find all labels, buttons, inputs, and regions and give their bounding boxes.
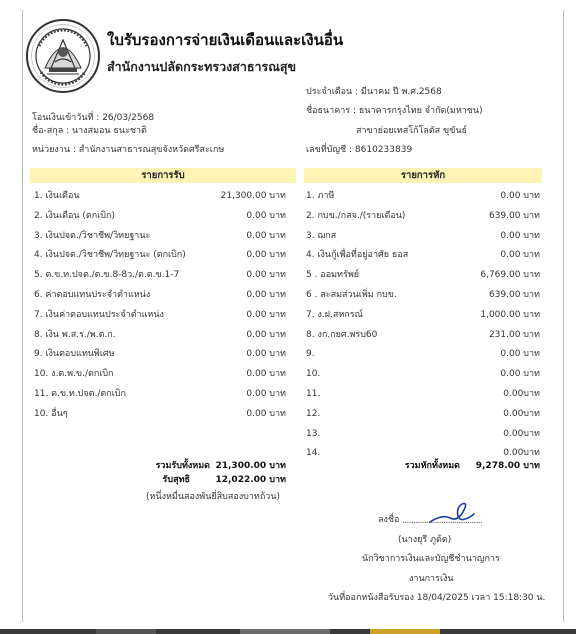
income-header: รายการรับ — [30, 168, 296, 183]
issue-timestamp: วันที่ออกหนังสือรับรอง 18/04/2025 เวลา 15:18:30 น. — [328, 593, 546, 603]
income-item-amount: 0.00 บาท — [246, 210, 286, 221]
income-item-amount: 0.00 บาท — [246, 309, 286, 320]
income-item-label: 11. ต.ข.ท.ปจต./ตกเบิก — [34, 389, 126, 399]
net-pay-label: รับสุทธิ — [162, 475, 190, 485]
deductions-item-amount: 0.00บาท — [503, 448, 540, 459]
income-item-amount: 0.00 บาท — [246, 230, 286, 241]
income-total-label: รวมรับทั้งหมด — [155, 461, 210, 471]
deductions-item-label: 7. ง.ฝ.สหกรณ์ — [306, 309, 363, 320]
bottom-bar — [0, 629, 576, 634]
deductions-item-label: 13. — [306, 428, 321, 439]
income-item-amount: 0.00 บาท — [246, 369, 286, 380]
income-item-amount: 0.00 บาท — [246, 389, 286, 399]
document-subtitle: สำนักงานปลัดกระทรวงสาธารณสุข — [107, 59, 296, 74]
income-item-amount: 0.00 บาท — [246, 349, 286, 360]
deductions-total-value: 9,278.00 บาท — [475, 461, 540, 471]
deductions-item-label: 12. — [306, 408, 321, 419]
deductions-item-label: 9. — [306, 349, 315, 360]
signature-dotted-line: ........................................... — [402, 516, 483, 526]
deductions-item-label: 6 . สะสมส่วนเพิ่ม กบข. — [306, 290, 397, 300]
deductions-item-amount: 6,769.00 บาท — [480, 270, 540, 281]
document-title: ใบรับรองการจ่ายเงินเดือนและเงินอื่น — [107, 31, 344, 49]
deductions-item-amount: 0.00บาท — [503, 408, 540, 419]
deductions-item-amount: 1,000.00 บาท — [480, 309, 540, 320]
income-item-label: 1. เงินเดือน — [34, 191, 80, 201]
net-pay-value: 12,022.00 บาท — [215, 475, 286, 485]
income-item-label: 10. อื่นๆ — [34, 408, 68, 419]
deductions-item-label: 14. — [306, 448, 321, 459]
income-item-label: 4. เงินปจต./วิชาชีพ/วิทยฐานะ (ตกเบิก) — [34, 250, 186, 261]
deductions-item-amount: 0.00บาท — [503, 389, 540, 399]
deductions-item-label: 10. — [306, 369, 321, 380]
income-item-label: 8. เงิน พ.ส.ร./พ.ต.ก. — [34, 329, 116, 340]
income-item-label: 9. เงินตอบแทนพิเศษ — [34, 349, 115, 360]
bank-branch: สาขาย่อยเทสโก้โลตัส ขุขันธ์ — [356, 126, 467, 136]
employee-name: ชื่อ-สกุล : นางสมอน ธนะชาติ — [32, 126, 147, 136]
deductions-item-amount: 0.00 บาท — [500, 349, 540, 360]
deductions-item-amount: 0.00 บาท — [500, 250, 540, 261]
income-item-label: 5. ต.ข.ท.ปจต./ต.ข.8-8ว./ต.ต.ข.1-7 — [34, 270, 180, 281]
transfer-date: โอนเงินเข้าวันที่ : 26/03/2568 — [32, 113, 155, 123]
deductions-item-label: 4. เงินกู้เพื่อที่อยู่อาศัย ธอส — [306, 250, 409, 261]
deductions-item-amount: 0.00 บาท — [500, 369, 540, 380]
income-item-amount: 0.00 บาท — [246, 290, 286, 300]
deductions-item-label: 5 . ออมทรัพย์ — [306, 270, 360, 281]
bank-name: ชื่อธนาคาร : ธนาคารกรุงไทย จำกัด(มหาชน) — [306, 106, 483, 116]
department: งานการเงิน — [409, 574, 454, 584]
signer-name: (นางยุรี ภูต้ด) — [398, 535, 452, 545]
agency: หน่วยงาน : สำนักงานสาธารณสุขจังหวัดศรีสะเกษ — [32, 145, 225, 155]
deductions-item-amount: 0.00บาท — [503, 428, 540, 439]
deductions-item-amount: 0.00 บาท — [500, 230, 540, 241]
income-item-amount: 0.00 บาท — [246, 270, 286, 281]
account-number: เลขที่บัญชี : 8610233839 — [306, 145, 413, 155]
deductions-total-label: รวมหักทั้งหมด — [404, 461, 460, 471]
income-item-amount: 21,300.00 บาท — [220, 191, 286, 201]
signature-label: ลงชื่อ — [378, 515, 400, 525]
deductions-item-label: 3. ฌกส — [306, 230, 337, 241]
deductions-item-label: 8. งก.กยศ.พรบ60 — [306, 329, 378, 340]
net-pay-in-words: (หนึ่งหมื่นสองพันยี่สิบสองบาทถ้วน) — [146, 492, 281, 502]
ministry-seal-logo — [25, 18, 101, 94]
deductions-item-amount: 639.00 บาท — [488, 290, 540, 300]
deductions-item-amount: 0.00 บาท — [500, 191, 540, 201]
deductions-item-amount: 231.00 บาท — [488, 329, 540, 340]
income-item-amount: 0.00 บาท — [246, 408, 286, 419]
handwritten-signature — [428, 500, 476, 526]
income-item-amount: 0.00 บาท — [246, 329, 286, 340]
income-total-value: 21,300.00 บาท — [215, 461, 286, 471]
deductions-item-label: 1. ภาษี — [306, 191, 335, 201]
pay-month: ประจำเดือน : มีนาคม ปี พ.ศ.2568 — [306, 87, 442, 97]
deductions-header: รายการหัก — [304, 168, 542, 183]
income-item-amount: 0.00 บาท — [246, 250, 286, 261]
income-item-label: 10. ง.ต.พ.ข./ตกเบิก — [34, 369, 114, 380]
deductions-item-amount: 639.00 บาท — [488, 210, 540, 221]
income-item-label: 7. เงินค่าตอบแทนประจำตำแหน่ง — [34, 309, 164, 320]
income-item-label: 2. เงินเดือน (ตกเบิก) — [34, 210, 115, 221]
income-item-label: 6. ค่าตอบแทนประจำตำแหน่ง — [34, 290, 151, 300]
deductions-item-label: 2. กบข./กสจ./(รายเดือน) — [306, 210, 406, 221]
signer-position: นักวิชาการเงินและบัญชีชำนาญการ — [362, 554, 500, 564]
income-item-label: 3. เงินปจต./วิชาชีพ/วิทยฐานะ — [34, 230, 151, 241]
deductions-item-label: 11. — [306, 389, 321, 399]
